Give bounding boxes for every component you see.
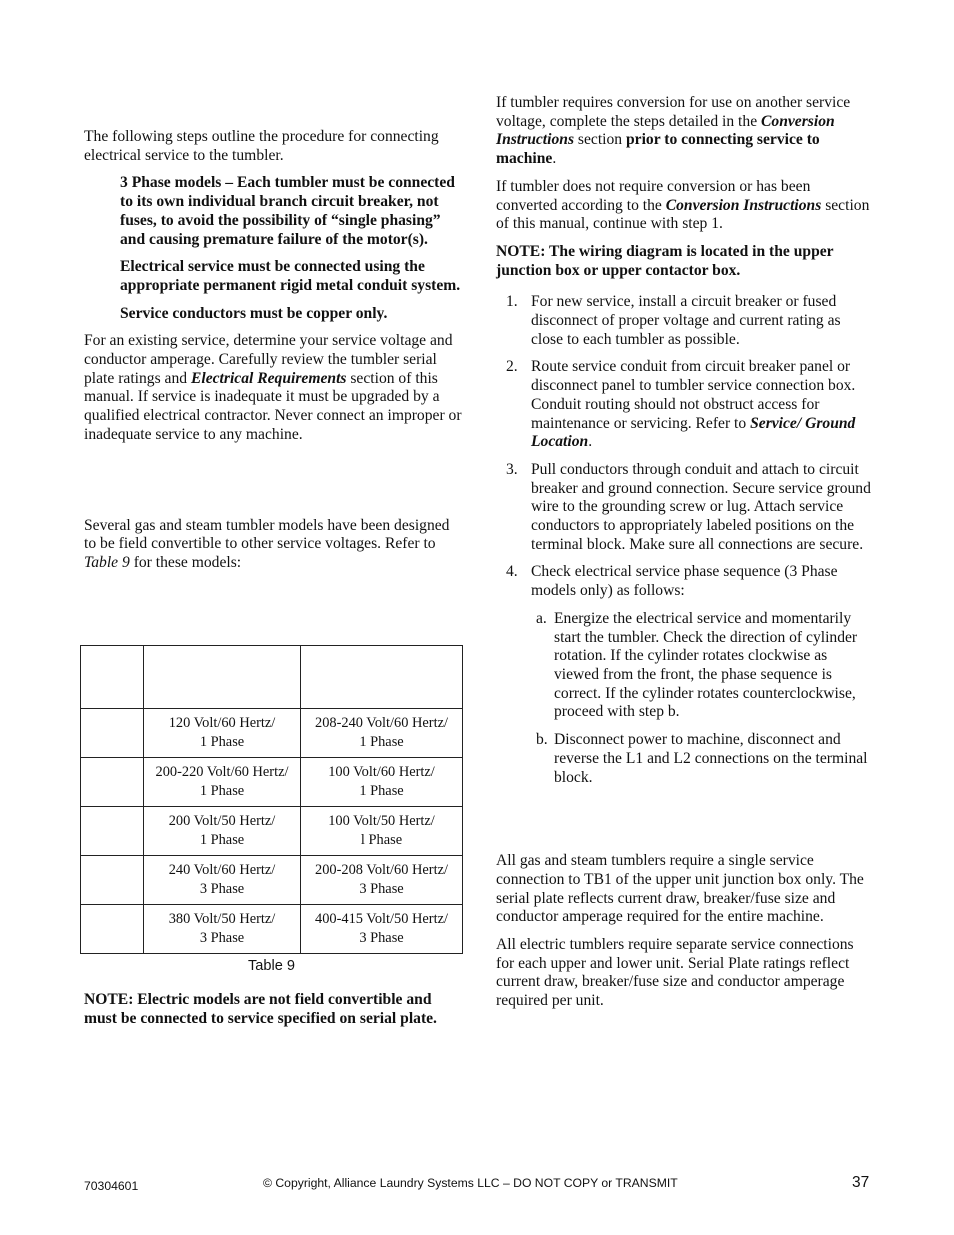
- phase-sequence-substeps: [496, 610, 874, 787]
- table-cell-from: 120 Volt/60 Hertz/ 1 Phase: [144, 709, 301, 758]
- service-ground-location-ref: Service/ Ground Location: [531, 414, 856, 451]
- table-cell-to: 400-415 Volt/50 Hertz/ 3 Phase: [301, 905, 463, 954]
- table-row: [81, 807, 463, 856]
- page-number: 37: [852, 1174, 870, 1191]
- no-conversion-paragraph: If tumbler does not require conversion or has been converted according to the Conversion Instructions section of this manual, continue with step 1.: [496, 177, 870, 233]
- table-cell: [81, 856, 144, 905]
- table-cell-to: 200-208 Volt/60 Hertz/ 3 Phase: [301, 856, 463, 905]
- table-cell-to: 100 Volt/50 Hertz/ l Phase: [301, 807, 463, 856]
- table-header-cell: [301, 646, 463, 709]
- gas-steam-paragraph: All gas and steam tumblers require a single service connection to TB1 of the upper unit junction box only. The serial plate reflects current draw, breaker/fuse size and conductor amperage required for the entire machine.: [496, 852, 864, 926]
- copper-warning: Service conductors must be copper only.: [120, 304, 388, 322]
- table-cell-from: 200 Volt/50 Hertz/ 1 Phase: [144, 807, 301, 856]
- conversion-required-paragraph: If tumbler requires conversion for use on another service voltage, complete the steps detailed in the Conversion Instructions section prior to connecting service to machine.: [496, 94, 851, 168]
- list-item: a. Energize the electrical service and momentarily start the tumbler. Check the direction of cylinder rotation. If the cylinder rotates clockwise as viewed from the front, the phase sequence is correct. If the cylinder rotates counterclockwise, proceed with step b.: [536, 609, 858, 721]
- table-cell-from: 240 Volt/60 Hertz/ 3 Phase: [144, 856, 301, 905]
- table-cell-to: 100 Volt/60 Hertz/ 1 Phase: [301, 758, 463, 807]
- left-column: [84, 128, 464, 582]
- list-item: 4. Check electrical service phase sequence (3 Phase models only) as follows:: [506, 563, 838, 600]
- list-item: 1. For new service, install a circuit breaker or fused disconnect of proper voltage and current rating as close to each tumbler as possible.: [506, 293, 841, 348]
- conversion-instructions-ref: Conversion Instructions: [496, 112, 835, 149]
- electrical-requirements-ref: Electrical Requirements: [190, 369, 347, 387]
- table-row: [81, 856, 463, 905]
- table-row: [81, 758, 463, 807]
- three-phase-warning: 3 Phase models – Each tumbler must be connected to its own individual branch circuit breaker, not fuses, to avoid the possibility of “single phasing” and causing premature failure of the motor(s).: [120, 174, 455, 248]
- table-row: [81, 709, 463, 758]
- table-cell: [81, 905, 144, 954]
- table-cell: [81, 758, 144, 807]
- intro-paragraph: The following steps outline the procedure for connecting electrical service to the tumbler.: [84, 128, 439, 164]
- conduit-warning: Electrical service must be connected using the appropriate permanent rigid metal conduit system.: [120, 258, 461, 294]
- right-column: [496, 94, 874, 1020]
- list-item: b. Disconnect power to machine, disconnect and reverse the L1 and L2 connections on the terminal block.: [536, 731, 868, 786]
- table-row: [81, 905, 463, 954]
- table-caption: Table 9: [247, 958, 296, 974]
- electric-models-note: NOTE: Electric models are not field convertible and must be connected to service specified on serial plate.: [84, 991, 437, 1027]
- procedure-steps: [496, 293, 874, 601]
- list-item: 3. Pull conductors through conduit and attach to circuit breaker and ground connection. Secure service ground wire to the grounding screw or lug. Attach service conductors to appropriately labeled positions on the terminal block. Make sure all connections are secure.: [506, 460, 871, 553]
- table-header-row: [81, 646, 463, 709]
- copyright-notice: © Copyright, Alliance Laundry Systems LLC – DO NOT COPY or TRANSMIT: [263, 1176, 678, 1190]
- voltage-conversion-table: [80, 645, 463, 954]
- table-header-cell: [81, 646, 144, 709]
- conversion-instructions-ref: Conversion Instructions: [665, 196, 822, 214]
- table-cell-to: 208-240 Volt/60 Hertz/ 1 Phase: [301, 709, 463, 758]
- table-cell-from: 200-220 Volt/60 Hertz/ 1 Phase: [144, 758, 301, 807]
- existing-service-paragraph: For an existing service, determine your service voltage and conductor amperage. Carefully review the tumbler serial plate ratings and Electrical Requirements section of this manual. If service is inadequate it must be upgraded by a qualified electrical contractor. Never connect an improper or inadequate service to any machine.: [84, 332, 462, 443]
- table-9-ref: Table 9: [84, 553, 130, 571]
- table-cell-from: 380 Volt/50 Hertz/ 3 Phase: [144, 905, 301, 954]
- table-cell: [81, 709, 144, 758]
- table-cell: [81, 807, 144, 856]
- list-item: 2. Route service conduit from circuit breaker panel or disconnect panel to tumbler service connection box. Conduit routing should not obstruct access for maintenance or servicing. Refer to Service/ Ground Location.: [506, 358, 856, 451]
- table-header-cell: [144, 646, 301, 709]
- wiring-diagram-note: NOTE: The wiring diagram is located in the upper junction box or upper contactor box.: [496, 242, 834, 279]
- electric-tumblers-paragraph: All electric tumblers require separate service connections for each upper and lower unit. Serial Plate ratings reflect current draw, breaker/fuse size and conductor amperage required per unit.: [496, 936, 854, 1010]
- document-number: 70304601: [84, 1179, 139, 1193]
- conversion-paragraph: Several gas and steam tumbler models have been designed to be field convertible to other service voltages. Refer to Table 9 for these models:: [84, 516, 450, 571]
